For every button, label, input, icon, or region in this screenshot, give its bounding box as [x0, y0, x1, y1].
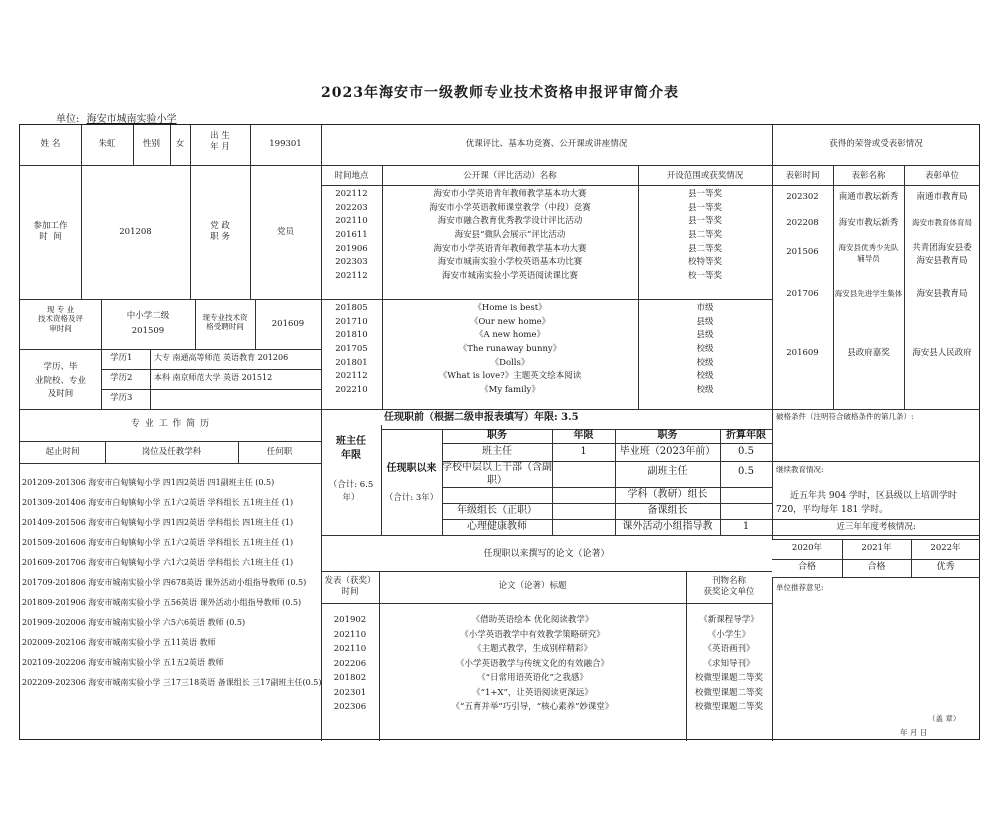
papers-journals [686, 613, 772, 715]
duty-header: 任现职前（根据二级申报表填写）年限: 3.5 [384, 412, 579, 423]
duty-left-total: （合计: 6.5 年） [328, 480, 374, 503]
table-cell: 校级 [696, 357, 714, 368]
table-cell: 海安市小学英语青年教师教学基本功大赛 [433, 189, 587, 199]
honor-time: 202302 [786, 192, 819, 202]
table-cell: 201906 [335, 243, 368, 254]
work-value: 201208 [119, 227, 152, 237]
table-cell: 校微型课题二等奖 [694, 687, 763, 698]
hire-value: 201609 [271, 319, 305, 329]
duty-years-2: 0.5 [738, 466, 754, 477]
table-cell: 《Dolls》 [490, 357, 530, 368]
table-cell: 《借助英语绘本 优化阅读教学》 [471, 615, 594, 625]
lessons-col-time: 时间地点 [334, 171, 369, 181]
table-cell: 县二等奖 [687, 230, 722, 241]
duty-role: 年级组长（正职） [457, 505, 537, 516]
resume-row: 202009-202106 海安市城南实验小学 五11英语 教师 [22, 638, 216, 647]
table-cell: 《小学英语教学中有效教学策略研究》 [460, 629, 605, 640]
table-rule [101, 389, 321, 390]
table-cell: 201802 [333, 673, 367, 683]
duty-years-2: 0.5 [738, 446, 754, 457]
table-cell: 201705 [335, 344, 368, 355]
seal-label: （盖 章） [928, 714, 961, 723]
unit-label: 单位: [56, 114, 80, 125]
lessons-col-name: 公开课（评比活动）名称 [463, 171, 557, 181]
table-cell: 海安县“微队会展示”评比活动 [454, 230, 566, 241]
table-cell: 海安市城南实验小学校英语基本功比赛 [437, 257, 583, 268]
table-cell: 202110 [333, 644, 367, 654]
honor-name: 海安市教坛新秀 [838, 218, 899, 228]
lessons-times-2 [321, 302, 382, 398]
table-rule [442, 443, 772, 444]
table-rule [150, 349, 151, 409]
resume-header: 专 业 工 作 简 历 [130, 419, 211, 429]
table-rule [720, 429, 721, 535]
table-cell: 校一等奖 [687, 271, 722, 282]
table-cell: 202301 [333, 687, 367, 698]
table-cell: 202303 [335, 257, 368, 268]
duty-col-1: 职务 [487, 430, 507, 441]
table-cell: 201805 [335, 303, 368, 313]
assess-result: 合格 [797, 562, 816, 572]
resume-col-period: 起止时间 [45, 447, 80, 457]
table-rule [772, 461, 980, 462]
table-cell: 201801 [335, 357, 368, 368]
honor-time: 201609 [786, 348, 819, 358]
duty-role-2: 课外活动小组指导教 [622, 521, 713, 532]
edu-1-label: 学历1 [110, 353, 133, 363]
gender-value: 女 [175, 139, 185, 149]
table-rule [442, 519, 772, 520]
table-cell: 《小学英语教学与传统文化的有效融合》 [455, 658, 609, 669]
birth-label: 出 生 年 月 [210, 131, 230, 152]
table-cell: 县一等奖 [687, 216, 722, 227]
table-cell: 202210 [335, 385, 368, 396]
table-rule [321, 603, 772, 604]
resume-row: 201809-201906 海安市城南实验小学 五56英语 课外活动小组指导教师 (0.5) [22, 598, 302, 607]
papers-header: 任现职以来撰写的论文（论著） [483, 549, 610, 559]
table-cell: 海安市小学英语教师课堂教学（中段）竞赛 [429, 202, 591, 213]
birth-value: 199301 [269, 139, 302, 149]
assess-result: 优秀 [936, 562, 955, 572]
resume-row: 201609-201706 海安市白甸镇甸小学 六1六2英语 学科组长 六1班主任 (1) [22, 558, 294, 567]
resume-row: 201509-201606 海安市白甸镇甸小学 五1六2英语 学科组长 五1班主任 (1) [22, 538, 294, 547]
table-rule [20, 409, 321, 410]
resume-row: 201309-201406 海安市白甸镇甸小学 五1六2英语 学科组长 五1班主任 (1) [22, 498, 294, 507]
resume-row: 201209-201306 海安市白甸镇甸小学 四1四2英语 四1副班主任 (0.5) [22, 478, 275, 487]
recommend-label: 单位推荐意见: [776, 583, 824, 592]
table-cell: 《Home is best》 [473, 303, 547, 313]
table-cell: 《小学生》 [707, 629, 751, 640]
table-rule [772, 577, 980, 578]
page-title: 2023年海安市一级教师专业技术资格申报评审简介表 [321, 85, 679, 101]
table-rule [101, 299, 102, 349]
table-rule [321, 535, 980, 536]
honor-name: 南通市教坛新秀 [838, 192, 899, 202]
honor-time: 201706 [786, 289, 819, 299]
resume-row: 202209-202306 海安市城南实验小学 三17三18英语 备课组长 三17副班主任(0.5) [22, 678, 322, 687]
honor-unit: 南通市教育局 [916, 192, 968, 202]
table-rule [101, 369, 321, 370]
table-rule [772, 519, 980, 520]
lessons-header: 优课评比、基本功竞赛、公开课或讲座情况 [465, 139, 628, 149]
hire-label: 现专业技术资 格受聘时间 [202, 313, 248, 332]
table-cell: 校级 [696, 371, 714, 382]
table-rule [442, 503, 772, 504]
date-label: 年 月 日 [900, 728, 928, 737]
resume-row: 202109-202206 海安市城南实验小学 五1五2英语 教师 [22, 658, 224, 667]
duty-role: 学校中层以上干部（含副职） [442, 462, 552, 486]
gender-label: 性别 [142, 139, 160, 149]
duty-after-total: （合计: 3年） [384, 493, 439, 503]
honor-name: 县政府嘉奖 [847, 348, 890, 358]
table-cell: 《A new home》 [474, 330, 545, 341]
resume-row: 201409-201506 海安市白甸镇甸小学 四1四2英语 学科组长 四1班主任 (1) [22, 518, 294, 527]
table-rule [615, 429, 616, 535]
honor-name: 海安县优秀少先队 辅导员 [838, 243, 899, 264]
table-cell: 县一等奖 [687, 189, 722, 199]
table-cell: 《My family》 [480, 385, 540, 396]
table-rule [321, 185, 980, 186]
resume-list [22, 473, 321, 693]
duty-role: 班主任 [482, 446, 512, 457]
duty-col-2: 年限 [573, 430, 594, 441]
name-value: 朱虹 [98, 139, 116, 149]
duty-col-3: 职务 [657, 430, 678, 441]
assess-year: 2020年 [791, 543, 823, 553]
honors-col-unit: 表彰单位 [924, 171, 959, 181]
education-label: 学历、毕 业院校、专业 及时间 [34, 362, 86, 400]
edu-1-value: 大专 南通高等师范 英语教育 201206 [154, 353, 289, 362]
table-cell: 《主题式教学，生成别样精彩》 [472, 644, 592, 654]
duty-col-4: 折算年限 [726, 430, 766, 441]
edu-3-label: 学历3 [110, 393, 133, 403]
cont-text-2: 720，平均每年 181 学时。 [776, 505, 889, 515]
table-rule [321, 571, 772, 572]
honor-name: 海安县先进学生集体 [834, 289, 903, 298]
duty-years: 1 [580, 446, 587, 457]
lessons-col-result: 开设范围或获奖情况 [666, 171, 744, 181]
table-cell: 201611 [335, 230, 368, 241]
unit-line [56, 110, 177, 125]
papers-col-time: 发表（获奖） 时间 [324, 576, 376, 597]
lessons-results [638, 188, 772, 284]
cont-text-1: 近五年共 904 学时，区县级以上培训学时 [790, 491, 957, 501]
table-cell: 海安市融合教育优秀教学设计评比活动 [437, 216, 583, 227]
table-cell: 201902 [333, 615, 367, 625]
table-cell: 《英语画刊》 [703, 644, 755, 654]
table-cell: 海安市小学英语青年教师教学基本功大赛 [433, 243, 587, 254]
table-cell: 202206 [333, 658, 367, 669]
duty-role: 心理健康教师 [467, 521, 527, 532]
table-cell: 202203 [335, 202, 368, 213]
table-rule [321, 299, 772, 300]
papers-col-title: 论文（论著）标题 [498, 581, 567, 591]
table-cell: 《求知导刊》 [703, 658, 755, 669]
table-cell: 校级 [696, 344, 714, 355]
table-cell: 校级 [696, 385, 714, 396]
table-cell: 县级 [696, 316, 714, 327]
work-label: 参加工作 时 间 [33, 221, 68, 242]
table-cell: 《Our new home》 [469, 316, 551, 327]
table-cell: 县一等奖 [687, 202, 722, 213]
table-rule [772, 577, 773, 741]
title-value: 中小学二级 [126, 311, 170, 321]
table-cell: 市级 [696, 303, 714, 313]
resume-row: 201909-202006 海安市城南实验小学 六5六6英语 教师 (0.5) [22, 618, 246, 627]
table-cell: 海安市城南实验小学英语阅读课比赛 [441, 271, 578, 282]
table-cell: 县二等奖 [687, 243, 722, 254]
assess-year: 2022年 [930, 543, 961, 553]
lessons-names [382, 188, 638, 284]
table-cell: 《“日常用语英语化”之我感》 [477, 673, 588, 683]
table-rule [20, 441, 321, 442]
table-rule [20, 299, 321, 300]
table-rule [772, 539, 980, 540]
breach-label: 破格条件（注明符合破格条件的第几条）: [776, 412, 914, 421]
table-rule [321, 409, 980, 410]
honor-unit: 海安县教育局 [916, 289, 968, 299]
table-rule [552, 429, 553, 535]
resume-col-role: 任何职 [266, 447, 293, 457]
edu-2-label: 学历2 [110, 373, 133, 383]
lessons-times [321, 188, 382, 284]
honor-unit: 海安市教育体育局 [912, 218, 972, 227]
table-cell: 《What is love?》主题英文绘本阅读 [438, 371, 582, 382]
form-frame [19, 124, 980, 740]
table-rule [20, 165, 321, 166]
duty-role-2: 副班主任 [647, 466, 688, 477]
table-cell: 校微型课题二等奖 [694, 673, 763, 683]
lessons-results-2 [638, 302, 772, 398]
papers-titles [379, 613, 686, 715]
table-rule [20, 349, 321, 350]
table-cell: 202112 [335, 189, 368, 199]
table-cell: 《The runaway bunny》 [458, 344, 562, 355]
honors-col-name: 表彰名称 [851, 171, 886, 181]
honor-unit: 海安县人民政府 [912, 348, 972, 358]
table-cell: 202110 [333, 629, 367, 640]
table-cell: 202306 [333, 702, 367, 712]
party-value: 党员 [276, 227, 294, 237]
honors-header: 获得的荣誉或受表彰情况 [829, 139, 923, 149]
table-rule [772, 559, 980, 560]
lessons-names-2 [382, 302, 638, 398]
duty-years-2: 1 [742, 521, 750, 532]
table-rule [101, 349, 102, 409]
edu-2-value: 本科 南京师范大学 英语 201512 [154, 373, 273, 382]
papers-times [321, 613, 379, 715]
table-cell: 《新课程导学》 [699, 615, 759, 625]
name-label: 姓 名 [40, 139, 61, 149]
resume-col-post: 岗位及任教学科 [141, 447, 202, 457]
table-cell: 201710 [335, 316, 368, 327]
duty-role-2: 备课组长 [647, 505, 688, 516]
table-rule [772, 125, 773, 539]
resume-row: 201709-201806 海安市城南实验小学 四678英语 课外活动小组指导教师 (0.5) [22, 578, 307, 587]
honors-col-time: 表彰时间 [785, 171, 820, 181]
title-label: 现 专 业 技术资格及评 审时间 [38, 305, 83, 333]
duty-role-2: 毕业班（2023年前） [619, 446, 716, 457]
table-cell: 202110 [335, 216, 368, 227]
table-rule [442, 487, 772, 488]
table-cell: 202112 [335, 271, 368, 282]
duty-role-2: 学科（教研）组长 [627, 489, 708, 500]
table-cell: 201810 [335, 330, 368, 341]
assess-year: 2021年 [861, 543, 892, 553]
duty-left-title: 班主任 年限 [336, 436, 366, 461]
table-cell: 202112 [335, 371, 368, 382]
party-label: 党 政 职 务 [210, 221, 230, 242]
cont-label: 继续教育情况: [776, 465, 824, 474]
table-cell: 县级 [696, 330, 714, 341]
papers-col-journal: 刊物名称 获奖论文单位 [703, 576, 755, 597]
unit-value: 海安市城南实验小学 [86, 114, 177, 125]
table-rule [20, 463, 321, 464]
table-rule [321, 165, 980, 166]
table-cell: 校微型课题二等奖 [694, 702, 763, 712]
honor-time: 201506 [786, 247, 819, 257]
table-rule [381, 425, 382, 535]
duty-after-title: 任现职以来 [386, 463, 437, 474]
table-cell: 《“1+X”，让英语阅读更深远》 [472, 687, 593, 698]
table-cell: 校特等奖 [687, 257, 722, 268]
honor-unit: 共青团海安县委 海安县教育局 [912, 243, 972, 266]
table-cell: 《“五育并举”巧引导，“核心素养”妙课堂》 [451, 702, 614, 712]
assess-result: 合格 [867, 562, 886, 572]
title-date: 201509 [131, 326, 165, 336]
honor-time: 202208 [786, 218, 819, 228]
assess-title: 近三年年度考核情况: [836, 522, 916, 532]
